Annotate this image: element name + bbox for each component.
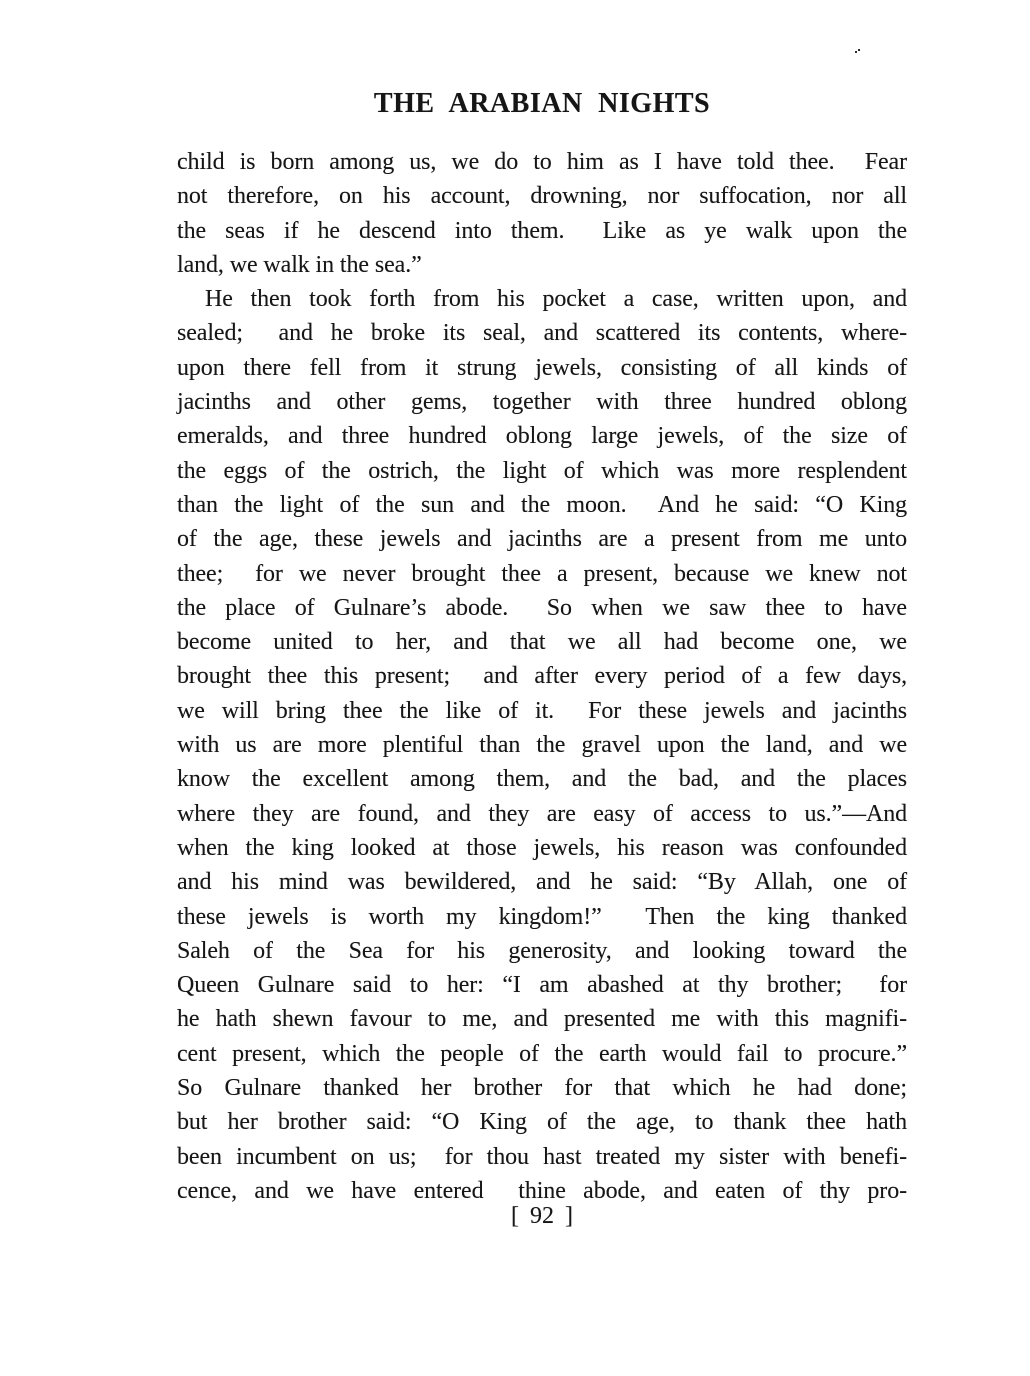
text-line: the eggs of the ostrich, the light of which was more resplendent (177, 457, 907, 484)
text-line: know the excellent among them, and the bad, and the places (177, 766, 907, 793)
text-line: upon there fell from it strung jewels, consisting of all kinds of (177, 354, 907, 381)
text-line: when the king looked at those jewels, his reason was confounded (177, 834, 907, 861)
text-line: sealed; and he broke its seal, and scattered its contents, where- (177, 320, 907, 347)
text-line: these jewels is worth my kingdom!” Then the king thanked (177, 903, 907, 930)
text-line: emeralds, and three hundred oblong large jewels, of the size of (177, 423, 907, 450)
page-number: [ 92 ] (511, 1203, 573, 1229)
text-line: land, we walk in the sea.” (177, 251, 422, 278)
text-line: So Gulnare thanked her brother for that which he had done; (177, 1075, 907, 1102)
text-line: Queen Gulnare said to her: “I am abashed at thy brother; for (177, 972, 907, 999)
text-line: jacinths and other gems, together with three hundred oblong (177, 389, 907, 416)
text-line: Saleh of the Sea for his generosity, and looking toward the (177, 937, 907, 964)
text-line: child is born among us, we do to him as I have told thee. Fear (177, 149, 907, 175)
text-line: the seas if he descend into them. Like as ye walk upon the (177, 217, 907, 244)
text-line: the place of Gulnare’s abode. So when we saw thee to have (177, 594, 907, 621)
scan-speck (855, 51, 857, 53)
text-line: cent present, which the people of the earth would fail to procure.” (177, 1040, 907, 1067)
running-head: THE ARABIAN NIGHTS (373, 88, 711, 119)
text-line: cence, and we have entered thine abode, and eaten of thy pro- (177, 1177, 907, 1204)
text-line: than the light of the sun and the moon. And he said: “O King (177, 491, 907, 518)
text-line: we will bring thee the like of it. For these jewels and jacinths (177, 697, 907, 724)
text-line: brought thee this present; and after every period of a few days, (177, 663, 907, 690)
text-line: he hath shewn favour to me, and presented me with this magnifi- (177, 1006, 907, 1033)
text-line: He then took forth from his pocket a case, written upon, and (205, 286, 907, 313)
text-line: but her brother said: “O King of the age, to thank thee hath (177, 1109, 907, 1136)
text-line: of the age, these jewels and jacinths are a present from me unto (177, 526, 907, 553)
text-line: where they are found, and they are easy of access to us.”—And (177, 800, 907, 827)
body-text (177, 145, 907, 1208)
text-line: become united to her, and that we all had become one, we (177, 629, 907, 656)
text-line: and his mind was bewildered, and he said: “By Allah, one of (177, 869, 907, 896)
text-line: thee; for we never brought thee a present, because we knew not (177, 560, 907, 587)
text-line: not therefore, on his account, drowning, nor suffocation, nor all (177, 183, 907, 210)
text-line: been incumbent on us; for thou hast treated my sister with benefi- (177, 1143, 907, 1170)
text-line: with us are more plentiful than the gravel upon the land, and we (177, 732, 907, 759)
